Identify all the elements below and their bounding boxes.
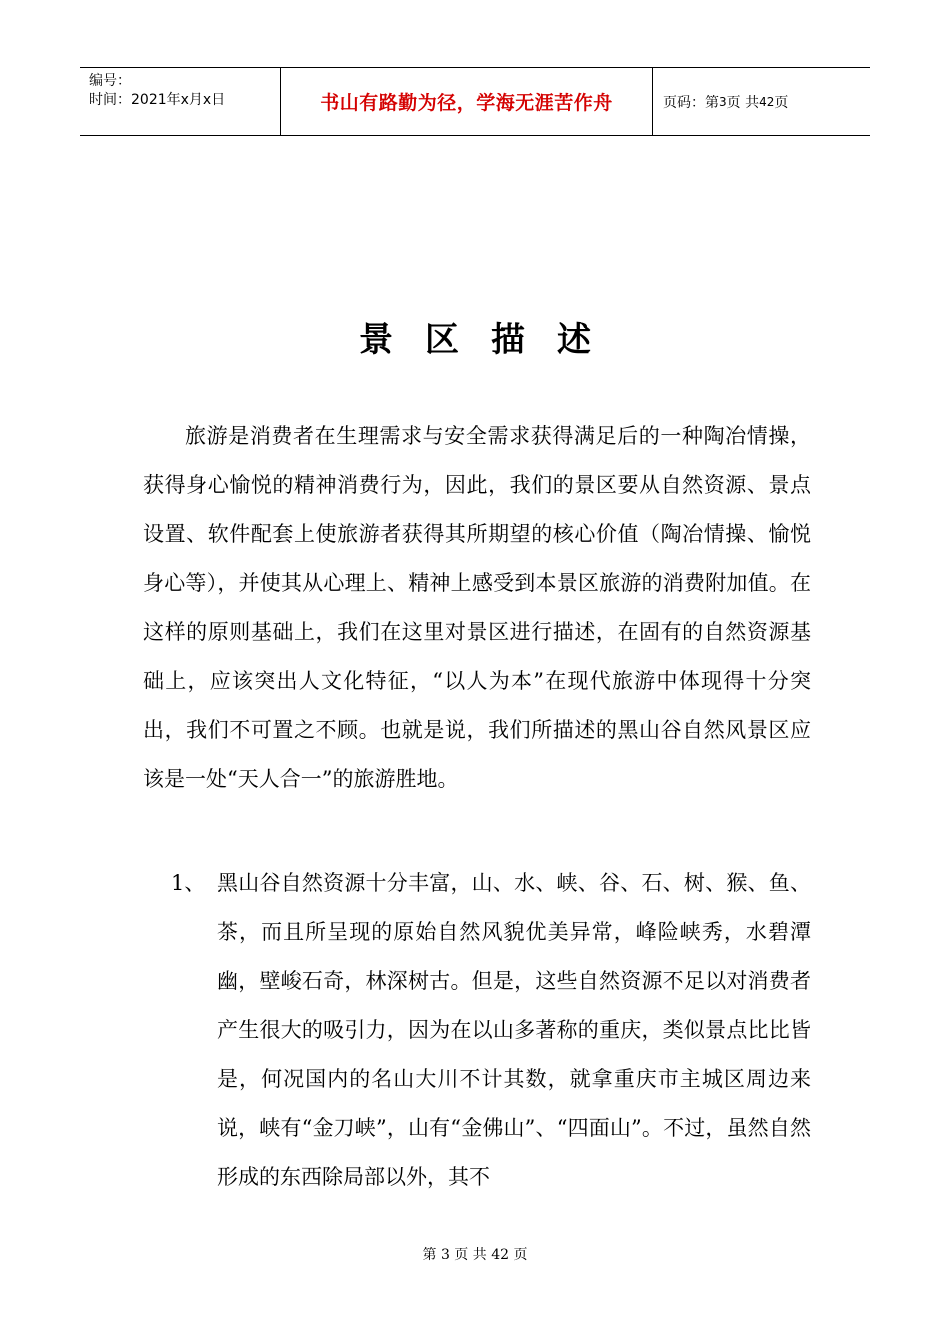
- intro-paragraph: 旅游是消费者在生理需求与安全需求获得满足后的一种陶冶情操，获得身心愉悦的精神消费行为，因此，我们的景区要从自然资源、景点设置、软件配套上使旅游者获得其所期望的核心价值（陶冶情操、愉悦身心等），并使其从心理上、精神上感受到本景区旅游的消费附加值。在这样的原则基础上，我们在这里对景区进行描述，在固有的自然资源基础上，应该突出人文化特征，“以人为本”在现代旅游中体现得十分突出，我们不可置之不顾。也就是说，我们所描述的黑山谷自然风景区应该是一处“天人合一”的旅游胜地。: [143, 424, 811, 791]
- page-footer: 第 3 页 共 42 页: [422, 1247, 528, 1263]
- page-suffix: 页: [774, 94, 789, 111]
- page-total: 42: [759, 94, 775, 109]
- header-motto: 书山有路勤为径，学海无涯苦作舟: [281, 68, 653, 135]
- page-header: [80, 67, 870, 136]
- page-current: 3: [719, 94, 727, 109]
- list-item-text: 黑山谷自然资源十分丰富，山、水、峡、谷、石、树、猴、鱼、茶，而且所呈现的原始自然风貌优美异常，峰险峡秀，水碧潭幽，壁峻石奇，林深树古。但是，这些自然资源不足以对消费者产生很大的吸引力，因为在以山多著称的重庆，类似景点比比皆是，何况国内的名山大川不计其数，就拿重庆市主城区周边来说，峡有“金刀峡”，山有“金佛山”、“四面山”。不过，虽然自然形成的东西除局部以外，其不: [217, 871, 811, 1189]
- list-item: [143, 859, 811, 1202]
- header-page-info: [653, 68, 870, 135]
- number-label: 编号：: [89, 73, 131, 89]
- page-mid: 页 共: [726, 94, 760, 111]
- time-label: 时间：2021年x月x日: [89, 92, 226, 108]
- document-title: 景区描述: [359, 320, 623, 360]
- header-meta: [80, 68, 281, 135]
- list-marker: 1、: [171, 871, 206, 895]
- page-prefix: 页码：第: [663, 94, 719, 111]
